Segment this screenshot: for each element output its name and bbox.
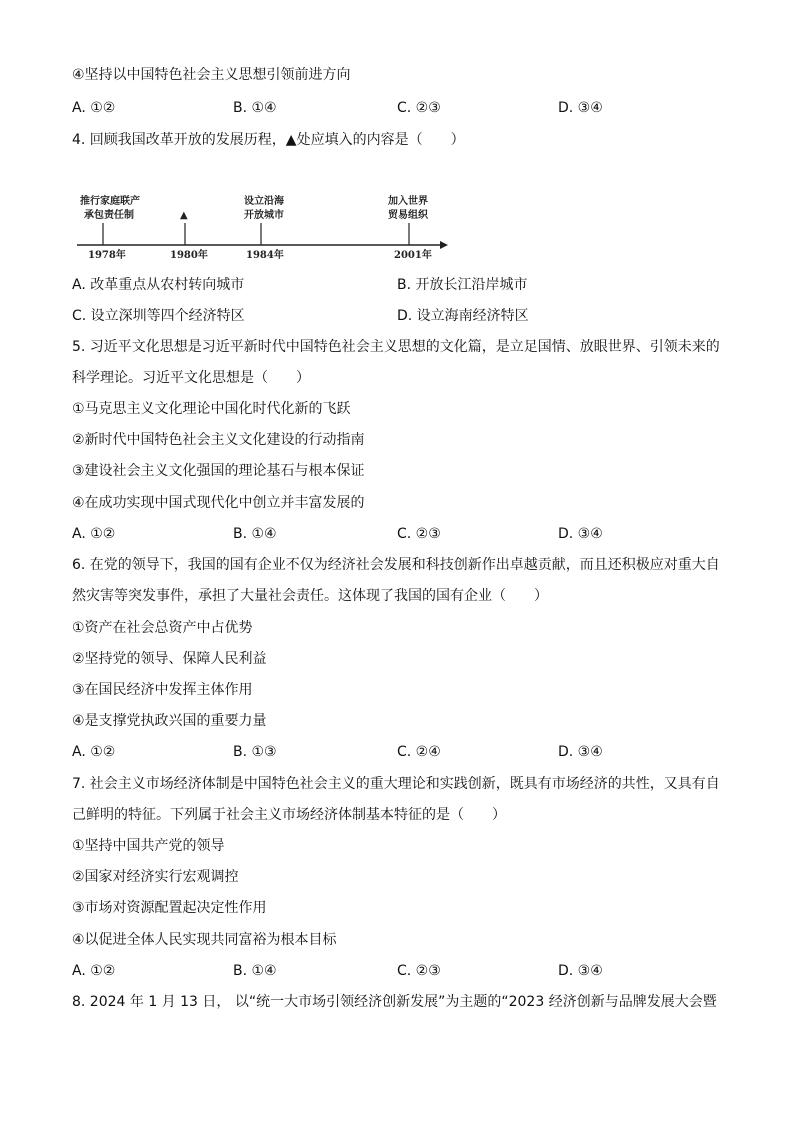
q3-option-c: C. ②③: [397, 100, 441, 116]
q6-item-3: ③在国民经济中发挥主体作用: [72, 682, 253, 698]
q7-option-c: C. ②③: [397, 963, 441, 979]
q4-stem: 4. 回顾我国改革开放的发展历程，▲处应填入的内容是（ ）: [72, 132, 465, 148]
event-1984-label-line2: 开放城市: [244, 210, 284, 221]
event-1978-label-line2: 承包责任制: [84, 210, 134, 221]
q3-option-a: A. ①②: [72, 100, 116, 116]
event-2001-year: 2001年: [394, 250, 432, 261]
q7-stem-line2: 己鲜明的特征。下列属于社会主义市场经济体制基本特征的是（ ）: [72, 807, 506, 823]
timeline-arrow: [440, 241, 448, 249]
q7-item-3: ③市场对资源配置起决定性作用: [72, 900, 267, 916]
q6-option-d: D. ③④: [558, 744, 603, 760]
event-1978-year: 1978年: [88, 250, 126, 261]
q6-item-4: ④是支撑党执政兴国的重要力量: [72, 713, 267, 729]
event-1980-year: 1980年: [170, 250, 208, 261]
q5-option-b: B. ①④: [233, 526, 277, 542]
q5-stem-line2: 科学理论。习近平文化思想是（ ）: [72, 370, 310, 386]
q6-stem-line1: 6. 在党的领导下，我国的国有企业不仅为经济社会发展和科技创新作出卓越贡献，而且还积极应对重大自: [72, 557, 720, 573]
q5-item-2: ②新时代中国特色社会主义文化建设的行动指南: [72, 432, 365, 448]
q6-stem-line2: 然灾害等突发事件，承担了大量社会责任。这体现了我国的国有企业（ ）: [72, 588, 548, 604]
q7-item-4: ④以促进全体人民实现共同富裕为根本目标: [72, 932, 337, 948]
q4-timeline-figure: [72, 190, 452, 270]
q4-option-d: D. 设立海南经济特区: [397, 308, 529, 324]
q7-item-2: ②国家对经济实行宏观调控: [72, 869, 239, 885]
q6-item-2: ②坚持党的领导、保障人民利益: [72, 651, 267, 667]
event-1980-marker: ▲: [180, 210, 188, 221]
q3-option-d: D. ③④: [558, 100, 603, 116]
q5-option-c: C. ②③: [397, 526, 441, 542]
q5-option-a: A. ①②: [72, 526, 116, 542]
q4-option-b: B. 开放长江沿岸城市: [397, 277, 528, 293]
event-2001-label-line2: 贸易组织: [388, 210, 428, 221]
q3-item-4: ④坚持以中国特色社会主义思想引领前进方向: [72, 67, 351, 83]
event-1984-year: 1984年: [246, 250, 284, 261]
q7-option-d: D. ③④: [558, 963, 603, 979]
q6-option-b: B. ①③: [233, 744, 277, 760]
q8-stem-line1: 8. 2024 年 1 月 13 日， 以“统一大市场引领经济创新发展”为主题的“2023 经济创新与品牌发展大会暨: [72, 994, 717, 1010]
q7-option-a: A. ①②: [72, 963, 116, 979]
q5-item-1: ①马克思主义文化理论中国化时代化新的飞跃: [72, 401, 351, 417]
event-1984-label-line1: 设立沿海: [244, 196, 284, 207]
q5-stem-line1: 5. 习近平文化思想是习近平新时代中国特色社会主义思想的文化篇，是立足国情、放眼世界、引领未来的: [72, 339, 720, 355]
q7-item-1: ①坚持中国共产党的领导: [72, 838, 225, 854]
q5-option-d: D. ③④: [558, 526, 603, 542]
q5-item-4: ④在成功实现中国式现代化中创立并丰富发展的: [72, 495, 365, 511]
q7-stem-line1: 7. 社会主义市场经济体制是中国特色社会主义的重大理论和实践创新，既具有市场经济的共性，又具有自: [72, 776, 720, 792]
q5-item-3: ③建设社会主义文化强国的理论基石与根本保证: [72, 463, 365, 479]
q4-option-a: A. 改革重点从农村转向城市: [72, 277, 245, 293]
q6-option-c: C. ②④: [397, 744, 441, 760]
timeline-svg: [72, 190, 452, 270]
q4-option-c: C. 设立深圳等四个经济特区: [72, 308, 245, 324]
q3-option-b: B. ①④: [233, 100, 277, 116]
event-2001-label-line1: 加入世界: [388, 196, 428, 207]
q6-option-a: A. ①②: [72, 744, 116, 760]
event-1978-label-line1: 推行家庭联产: [80, 196, 140, 207]
q6-item-1: ①资产在社会总资产中占优势: [72, 620, 253, 636]
q7-option-b: B. ①④: [233, 963, 277, 979]
